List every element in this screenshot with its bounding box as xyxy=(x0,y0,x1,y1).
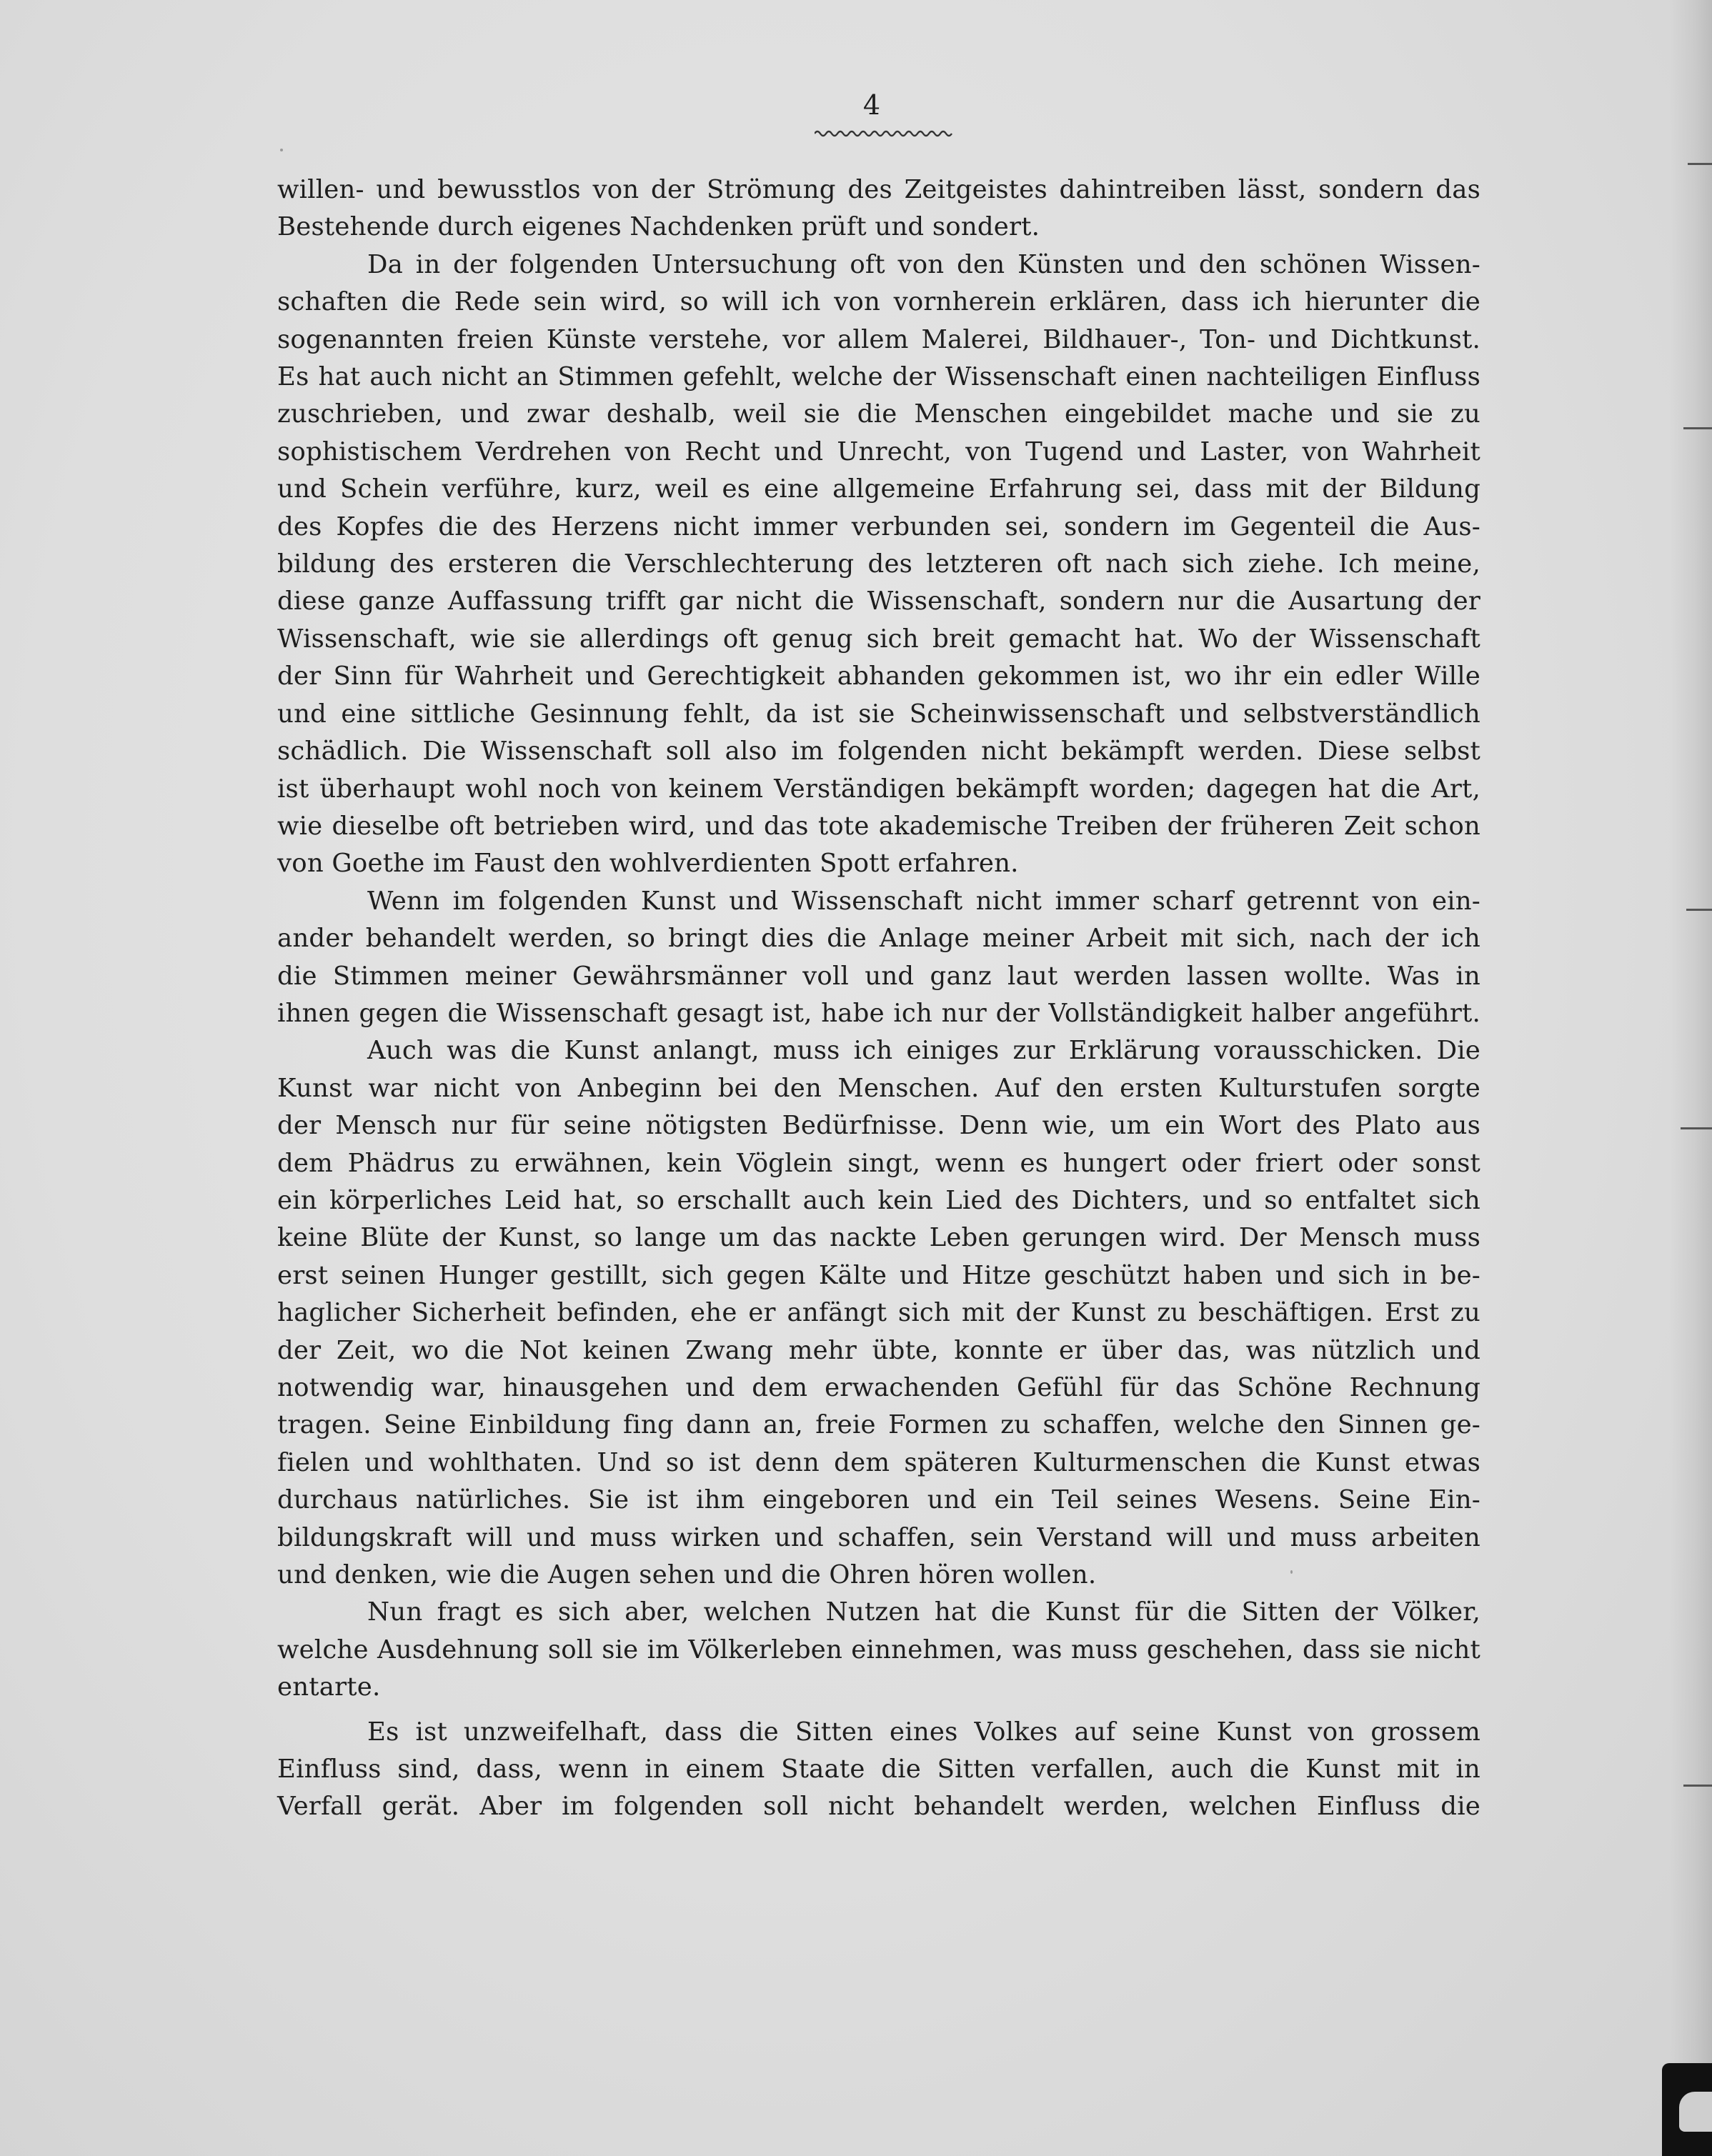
text-line: und eine sittliche Gesinnung fehlt, da ist sie Scheinwissenschaft und selbstverständlich xyxy=(277,699,1480,729)
text-line: Einfluss sind, dass, wenn in einem Staate die Sitten verfallen, auch die Kunst mit in xyxy=(277,1755,1480,1785)
text-line: Bestehende durch eigenes Nachdenken prüft und sondert. xyxy=(277,212,1040,242)
text-line: Es ist unzweifelhaft, dass die Sitten eines Volkes auf seine Kunst von grossem xyxy=(367,1717,1480,1747)
margin-mark xyxy=(1683,1785,1712,1787)
text-line: diese ganze Auffassung trifft gar nicht die Wissenschaft, sondern nur die Ausartung der xyxy=(277,587,1480,617)
text-line: Kunst war nicht von Anbeginn bei den Menschen. Auf den ersten Kulturstufen sorgte xyxy=(277,1073,1480,1103)
text-line: des Kopfes die des Herzens nicht immer verbunden sei, sondern im Gegenteil die Aus- xyxy=(277,511,1480,542)
text-line: keine Blüte der Kunst, so lange um das nackte Leben gerungen wird. Der Mensch muss xyxy=(277,1223,1480,1253)
text-line: dem Phädrus zu erwähnen, kein Vöglein singt, wenn es hungert oder friert oder sonst xyxy=(277,1148,1480,1178)
paper-fleck xyxy=(280,149,283,151)
text-line: wie dieselbe oft betrieben wird, und das tote akademische Treiben der früheren Zeit schon xyxy=(277,811,1480,841)
text-line: und Schein verführe, kurz, weil es eine allgemeine Erfahrung sei, dass mit der Bildung xyxy=(277,474,1480,504)
margin-mark xyxy=(1688,163,1712,165)
page-number: 4 xyxy=(862,89,881,121)
text-line: die Stimmen meiner Gewährsmänner voll und ganz laut werden lassen wollte. Was in xyxy=(277,961,1480,991)
text-line: ander behandelt werden, so bringt dies die Anlage meiner Arbeit mit sich, nach der ich xyxy=(277,924,1480,954)
body-text xyxy=(277,171,1480,1826)
text-line: bildung des ersteren die Verschlechterung des letzteren oft nach sich ziehe. Ich meine, xyxy=(277,549,1480,579)
text-line: haglicher Sicherheit befinden, ehe er anfängt sich mit der Kunst zu beschäftigen. Erst zu xyxy=(277,1298,1480,1328)
text-line: durchaus natürliches. Sie ist ihm eingeboren und ein Teil seines Wesens. Seine Ein- xyxy=(277,1485,1480,1515)
text-line: von Goethe im Faust den wohlverdienten Spott erfahren. xyxy=(277,849,1019,879)
text-line: erst seinen Hunger gestillt, sich gegen Kälte und Hitze geschützt haben und sich in be- xyxy=(277,1260,1480,1290)
paragraph-gap xyxy=(277,1707,1480,1714)
text-line: schaften die Rede sein wird, so will ich von vornherein erklären, dass ich hierunter die xyxy=(277,287,1480,317)
text-line: schädlich. Die Wissenschaft soll also im folgenden nicht bekämpft werden. Diese selbst xyxy=(277,737,1480,767)
text-line: tragen. Seine Einbildung fing dann an, freie Formen zu schaffen, welche den Sinnen ge- xyxy=(277,1410,1480,1440)
text-line: willen- und bewusstlos von der Strömung des Zeitgeistes dahintreiben lässt, sondern das xyxy=(277,175,1480,204)
binding-clip-notch xyxy=(1679,2092,1712,2132)
text-line: entarte. xyxy=(277,1672,381,1702)
text-line: ein körperliches Leid hat, so erschallt auch kein Lied des Dichters, und so entfaltet sich xyxy=(277,1185,1480,1215)
text-line: der Zeit, wo die Not keinen Zwang mehr übte, konnte er über das, was nützlich und xyxy=(277,1335,1480,1365)
margin-mark xyxy=(1686,909,1712,911)
text-line: welche Ausdehnung soll sie im Völkerleben einnehmen, was muss geschehen, dass sie nicht xyxy=(277,1635,1480,1665)
text-line: ihnen gegen die Wissenschaft gesagt ist, habe ich nur der Vollständigkeit halber angeführt. xyxy=(277,998,1480,1028)
text-line: sophistischem Verdrehen von Recht und Unrecht, von Tugend und Laster, von Wahrheit xyxy=(277,436,1480,466)
margin-mark xyxy=(1683,427,1712,429)
text-line: der Mensch nur für seine nötigsten Bedürfnisse. Denn wie, um ein Wort des Plato aus xyxy=(277,1111,1480,1141)
text-line: Verfall gerät. Aber im folgenden soll nicht behandelt werden, welchen Einfluss die xyxy=(277,1792,1480,1822)
text-line: Wissenschaft, wie sie allerdings oft genug sich breit gemacht hat. Wo der Wissenschaft xyxy=(277,624,1480,654)
text-line: der Sinn für Wahrheit und Gerechtigkeit abhanden gekommen ist, wo ihr ein edler Wille xyxy=(277,662,1480,692)
text-line: Auch was die Kunst anlangt, muss ich einiges zur Erklärung vorausschicken. Die xyxy=(367,1036,1480,1066)
page-number-wavy-rule xyxy=(815,129,955,139)
text-line: Es hat auch nicht an Stimmen gefehlt, welche der Wissenschaft einen nachteiligen Einfluss xyxy=(277,362,1480,392)
page-edge-shadow xyxy=(1669,0,1712,2156)
text-line: bildungskraft will und muss wirken und schaffen, sein Verstand will und muss arbeiten xyxy=(277,1522,1480,1552)
text-line: Da in der folgenden Untersuchung oft von den Künsten und den schönen Wissen- xyxy=(367,249,1480,279)
text-line: sogenannten freien Künste verstehe, vor allem Malerei, Bildhauer-, Ton- und Dichtkunst. xyxy=(277,324,1480,354)
text-line: und denken, wie die Augen sehen und die Ohren hören wollen. xyxy=(277,1560,1097,1590)
margin-mark xyxy=(1681,1127,1712,1129)
text-line: Nun fragt es sich aber, welchen Nutzen hat die Kunst für die Sitten der Völker, xyxy=(367,1597,1480,1627)
text-line: notwendig war, hinausgehen und dem erwachenden Gefühl für das Schöne Rechnung xyxy=(277,1373,1480,1402)
text-line: fielen und wohlthaten. Und so ist denn dem späteren Kulturmenschen die Kunst etwas xyxy=(277,1447,1480,1477)
text-line: zuschrieben, und zwar deshalb, weil sie die Menschen eingebildet mache und sie zu xyxy=(277,399,1480,429)
text-line: Wenn im folgenden Kunst und Wissenschaft nicht immer scharf getrennt von ein- xyxy=(367,886,1480,916)
text-line: ist überhaupt wohl noch von keinem Verständigen bekämpft worden; dagegen hat die Art, xyxy=(277,774,1480,804)
